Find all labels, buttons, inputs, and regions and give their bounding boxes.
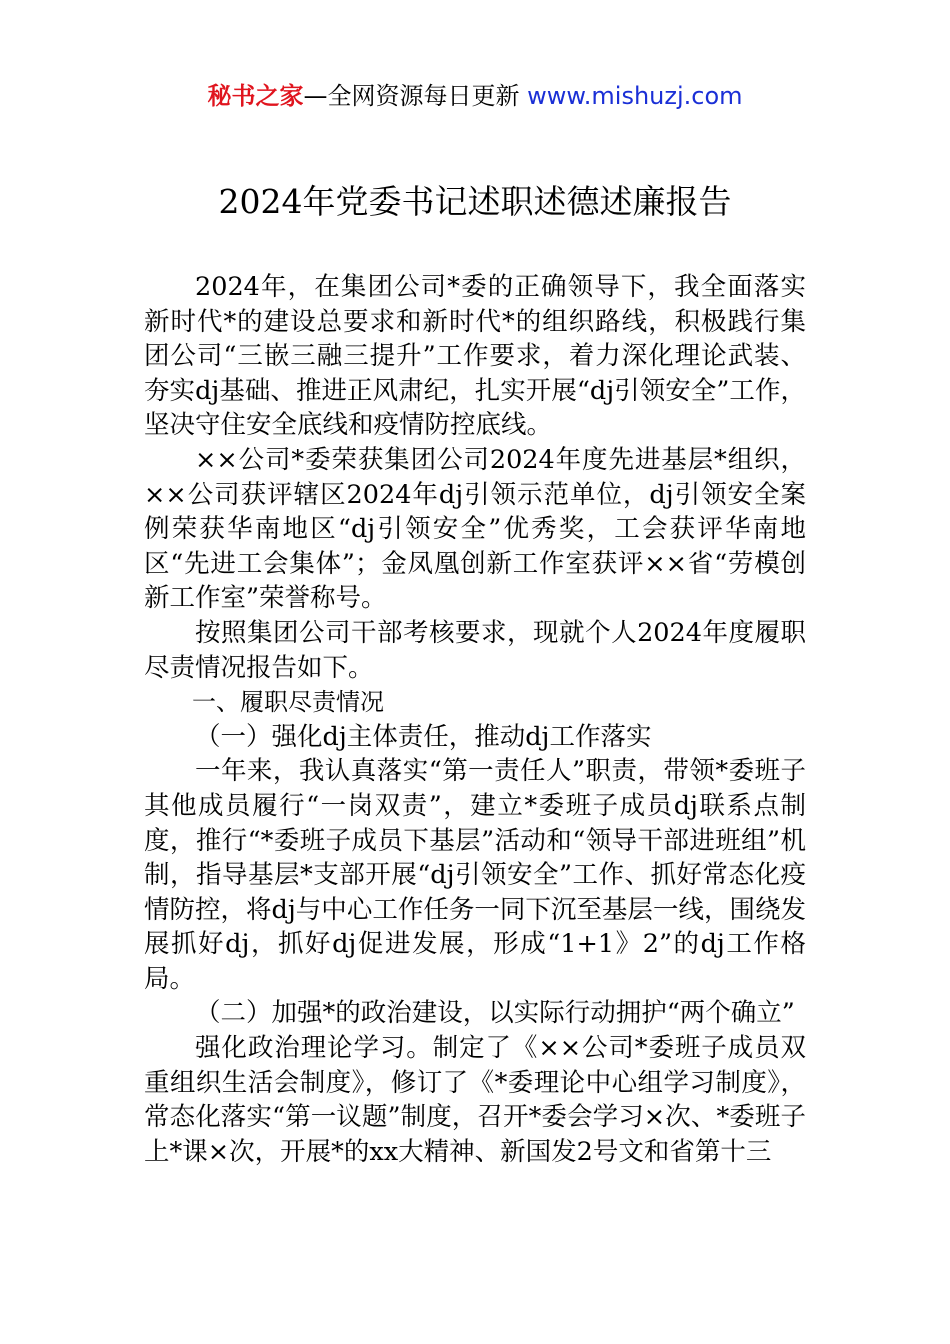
paragraph: 一年来，我认真落实“第一责任人”职责，带领*委班子其他成员履行“一岗双责”，建立*委班子成员dj联系点制度，推行“*委班子成员下基层”活动和“领导干部进班组”机制，指导基层*支部开展“dj引领安全”工作、抓好常态化疫情防控，将dj与中心工作任务一同下沉至基层一线，围绕发展抓好dj，抓好dj促进发展，形成“1+1》2”的dj工作格局。 bbox=[144, 756, 806, 994]
subsection-heading: （一）强化dj主体责任，推动dj工作落实 bbox=[195, 721, 652, 752]
document-title: 2024年党委书记述职述德述廉报告 bbox=[218, 182, 732, 221]
paragraph: ××公司*委荣获集团公司2024年度先进基层*组织，××公司获评辖区2024年dj引领示范单位，dj引领安全案例荣获华南地区“dj引领安全”优秀奖，工会获评华南地区“先进工会集体”；金凤凰创新工作室获评××省“劳模创新工作室”荣誉称号。 bbox=[144, 444, 806, 614]
document-body bbox=[144, 270, 806, 1169]
paragraph: 2024年，在集团公司*委的正确领导下，我全面落实新时代*的建设总要求和新时代*的组织路线，积极践行集团公司“三嵌三融三提升”工作要求，着力深化理论武装、夯实dj基础、推进正风肃纪，扎实开展“dj引领安全”工作，坚决守住安全底线和疫情防控底线。 bbox=[144, 272, 806, 441]
site-header bbox=[0, 80, 950, 112]
site-url-link[interactable]: www.mishuzj.com bbox=[527, 82, 743, 110]
site-tagline: —全网资源每日更新 bbox=[303, 82, 528, 110]
paragraph: 按照集团公司干部考核要求，现就个人2024年度履职尽责情况报告如下。 bbox=[144, 617, 806, 683]
section-heading: 一、履职尽责情况 bbox=[192, 688, 384, 717]
paragraph: 强化政治理论学习。制定了《××公司*委班子成员双重组织生活会制度》，修订了《*委理论中心组学习制度》，常态化落实“第一议题”制度，召开*委会学习×次、*委班子上*课×次，开展*的xx大精神、新国发2号文和省第十三 bbox=[144, 1033, 806, 1167]
subsection-heading: （二）加强*的政治建设，以实际行动拥护“两个确立” bbox=[195, 998, 795, 1029]
site-brand: 秘书之家 bbox=[207, 82, 304, 110]
